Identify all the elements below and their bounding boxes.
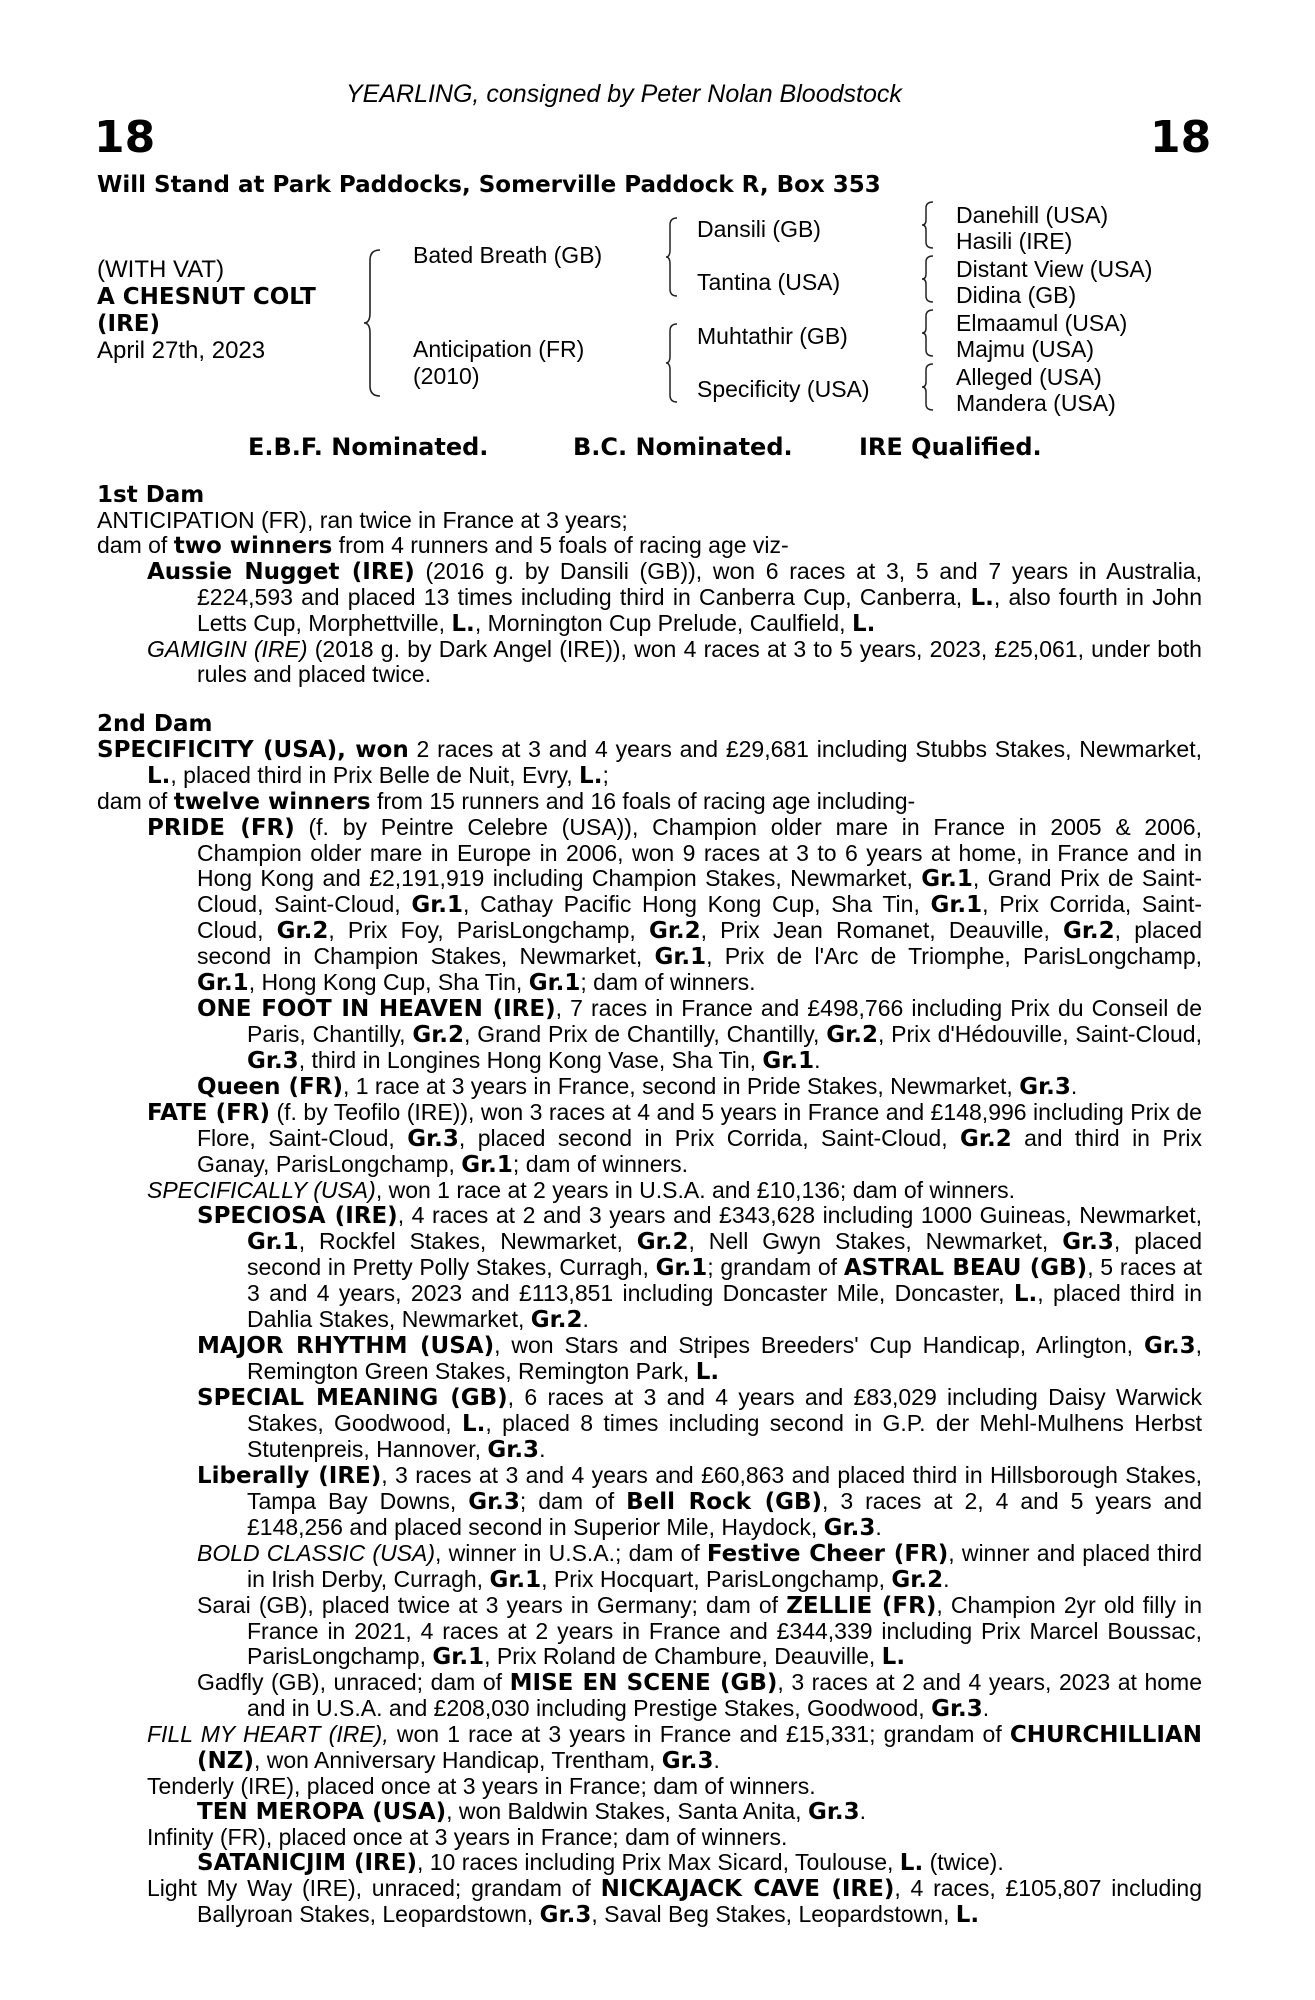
- pedigree-brace-sire: [664, 216, 680, 298]
- consignment-line: YEARLING, consigned by Peter Nolan Bloodstock: [346, 80, 902, 108]
- catalogue-body: [97, 483, 1202, 1928]
- pedigree-brace-g2: [920, 254, 936, 304]
- pedigree-g2: Hasili (IRE): [956, 228, 1073, 254]
- pedigree-brace-g1: [920, 200, 936, 250]
- stand-location: Will Stand at Park Paddocks, Somerville Paddock R, Box 353: [97, 172, 881, 198]
- pedigree-sire-dam: Tantina (USA): [697, 269, 841, 295]
- progeny-gamigin: GAMIGIN (IRE) (2018 g. by Dark Angel (IRE)), won 4 races at 3 to 5 years, 2023, £25,061, under both rules and placed twice.: [147, 636, 1202, 687]
- progeny-bold-classic: BOLD CLASSIC (USA), winner in U.S.A.; dam of Festive Cheer (FR), winner and placed third in Irish Derby, Curragh, Gr.1, Prix Hocquart, ParisLongchamp, Gr.2.: [197, 1540, 1202, 1593]
- foaling-date: April 27th, 2023: [97, 337, 266, 364]
- pedigree-g6: Majmu (USA): [956, 336, 1095, 362]
- pedigree-brace-g3: [920, 308, 936, 358]
- vat-label: (WITH VAT): [97, 256, 225, 283]
- lot-number-right: 18: [1150, 112, 1212, 163]
- progeny-satanicjim: SATANICJIM (IRE), 10 races including Prix Max Sicard, Toulouse, L. (twice).: [197, 1849, 1004, 1876]
- ebf-nominated: E.B.F. Nominated.: [248, 433, 489, 461]
- pedigree-dam-year: (2010): [413, 363, 480, 389]
- pedigree-sire: Bated Breath (GB): [413, 242, 603, 268]
- pedigree-dam-dam: Specificity (USA): [697, 376, 870, 402]
- second-dam-produce-summary: dam of twelve winners from 15 runners and 16 foals of racing age including-: [97, 788, 916, 815]
- progeny-queen: Queen (FR), 1 race at 3 years in France, second in Pride Stakes, Newmarket, Gr.3.: [197, 1073, 1078, 1100]
- progeny-special-meaning: SPECIAL MEANING (GB), 6 races at 3 and 4 years and £83,029 including Daisy Warwick Stakes, Goodwood, L., placed 8 times including second in G.P. der Mehl-Mulhens Herbst Stutenpreis, Hannover, Gr.3.: [197, 1384, 1203, 1463]
- ire-qualified: IRE Qualified.: [859, 433, 1042, 461]
- progeny-major-rhythm: MAJOR RHYTHM (USA), won Stars and Stripes Breeders' Cup Handicap, Arlington, Gr.3, Remington Green Stakes, Remington Park, L.: [197, 1332, 1203, 1385]
- progeny-gadfly: Gadfly (GB), unraced; dam of MISE EN SCENE (GB), 3 races at 2 and 4 years, 2023 at home and in U.S.A. and £208,030 including Prestige Stakes, Goodwood, Gr.3.: [197, 1669, 1202, 1722]
- progeny-light-my-way: Light My Way (IRE), unraced; grandam of NICKAJACK CAVE (IRE), 4 races, £105,807 including Ballyroan Stakes, Leopardstown, Gr.3, Saval Beg Stakes, Leopardstown, L.: [147, 1875, 1202, 1928]
- horse-name: A CHESNUT COLT: [97, 284, 316, 310]
- progeny-ten-meropa: TEN MEROPA (USA), won Baldwin Stakes, Santa Anita, Gr.3.: [197, 1798, 867, 1825]
- progeny-infinity: Infinity (FR), placed once at 3 years in France; dam of winners.: [147, 1824, 788, 1850]
- pedigree-sire-sire: Dansili (GB): [697, 216, 821, 242]
- pedigree-brace-dam: [664, 322, 680, 404]
- pedigree-dam: Anticipation (FR): [413, 336, 585, 362]
- first-dam-heading: 1st Dam: [97, 482, 205, 508]
- progeny-aussie-nugget: Aussie Nugget (IRE) (2016 g. by Dansili (GB)), won 6 races at 3, 5 and 7 years in Australia, £224,593 and placed 13 times including third in Canberra Cup, Canberra, L., also fourth in John Letts Cup, Morphettville, L., Mornington Cup Prelude, Caulfield, L.: [147, 558, 1202, 637]
- second-dam-heading: 2nd Dam: [97, 711, 213, 737]
- progeny-speciosa: SPECIOSA (IRE), 4 races at 2 and 3 years and £343,628 including 1000 Guineas, Newmarket, Gr.1, Rockfel Stakes, Newmarket, Gr.2, Nell Gwyn Stakes, Newmarket, Gr.3, placed second in Pretty Polly Stakes, Curragh, Gr.1; grandam of ASTRAL BEAU (GB), 5 races at 3 and 4 years, 2023 and £113,851 including Doncaster Mile, Doncaster, L., placed third in Dahlia Stakes, Newmarket, Gr.2.: [197, 1202, 1202, 1333]
- pedigree-g7: Alleged (USA): [956, 364, 1102, 390]
- pedigree-g4: Didina (GB): [956, 282, 1077, 308]
- pedigree-g5: Elmaamul (USA): [956, 310, 1128, 336]
- pedigree-g8: Mandera (USA): [956, 390, 1116, 416]
- progeny-liberally: Liberally (IRE), 3 races at 3 and 4 years and £60,863 and placed third in Hillsborough Stakes, Tampa Bay Downs, Gr.3; dam of Bell Rock (GB), 3 races at 2, 4 and 5 years and £148,256 and placed second in Superior Mile, Haydock, Gr.3.: [197, 1462, 1202, 1541]
- progeny-tenderly: Tenderly (IRE), placed once at 3 years in France; dam of winners.: [147, 1773, 816, 1799]
- pedigree-g3: Distant View (USA): [956, 256, 1153, 282]
- progeny-specifically: SPECIFICALLY (USA), won 1 race at 2 years in U.S.A. and £10,136; dam of winners.: [147, 1177, 1016, 1203]
- first-dam-line: ANTICIPATION (FR), ran twice in France at 3 years;: [97, 507, 628, 533]
- progeny-fate: FATE (FR) (f. by Teofilo (IRE)), won 3 races at 4 and 5 years in France and £148,996 including Prix de Flore, Saint-Cloud, Gr.3, placed second in Prix Corrida, Saint-Cloud, Gr.2 and third in Prix Ganay, ParisLongchamp, Gr.1; dam of winners.: [147, 1099, 1202, 1178]
- lot-number-left: 18: [94, 112, 156, 163]
- progeny-one-foot-in-heaven: ONE FOOT IN HEAVEN (IRE), 7 races in France and £498,766 including Prix du Conseil de Paris, Chantilly, Gr.2, Grand Prix de Chantilly, Chantilly, Gr.2, Prix d'Hédouville, Saint-Cloud, Gr.3, third in Longines Hong Kong Vase, Sha Tin, Gr.1.: [197, 995, 1202, 1074]
- first-dam-produce-summary: dam of two winners from 4 runners and 5 foals of racing age viz-: [97, 532, 789, 559]
- pedigree-dam-sire: Muhtathir (GB): [697, 323, 848, 349]
- bc-nominated: B.C. Nominated.: [573, 433, 793, 461]
- horse-origin: (IRE): [97, 311, 161, 337]
- pedigree-brace-g4: [920, 362, 936, 412]
- progeny-pride: PRIDE (FR) (f. by Peintre Celebre (USA)), Champion older mare in France in 2005 & 2006, Champion older mare in Europe in 2006, won 9 races at 3 to 6 years at home, in France and in Hong Kong and £2,191,919 including Champion Stakes, Newmarket, Gr.1, Grand Prix de Saint-Cloud, Saint-Cloud, Gr.1, Cathay Pacific Hong Kong Cup, Sha Tin, Gr.1, Prix Corrida, Saint-Cloud, Gr.2, Prix Foy, ParisLongchamp, Gr.2, Prix Jean Romanet, Deauville, Gr.2, placed second in Champion Stakes, Newmarket, Gr.1, Prix de l'Arc de Triomphe, ParisLongchamp, Gr.1, Hong Kong Cup, Sha Tin, Gr.1; dam of winners.: [147, 814, 1202, 996]
- progeny-sarai: Sarai (GB), placed twice at 3 years in Germany; dam of ZELLIE (FR), Champion 2yr old filly in France in 2021, 4 races at 2 years in France and £344,339 including Prix Marcel Boussac, ParisLongchamp, Gr.1, Prix Roland de Chambure, Deauville, L.: [197, 1592, 1202, 1670]
- pedigree-g1: Danehill (USA): [956, 202, 1109, 228]
- pedigree-brace-main: [362, 248, 384, 398]
- second-dam-specificity: SPECIFICITY (USA), won 2 races at 3 and 4 years and £29,681 including Stubbs Stakes, Newmarket, L., placed third in Prix Belle de Nuit, Evry, L.;: [97, 736, 1202, 789]
- progeny-fill-my-heart: FILL MY HEART (IRE), won 1 race at 3 years in France and £15,331; grandam of CHURCHILLIAN (NZ), won Anniversary Handicap, Trentham, Gr.3.: [147, 1721, 1203, 1774]
